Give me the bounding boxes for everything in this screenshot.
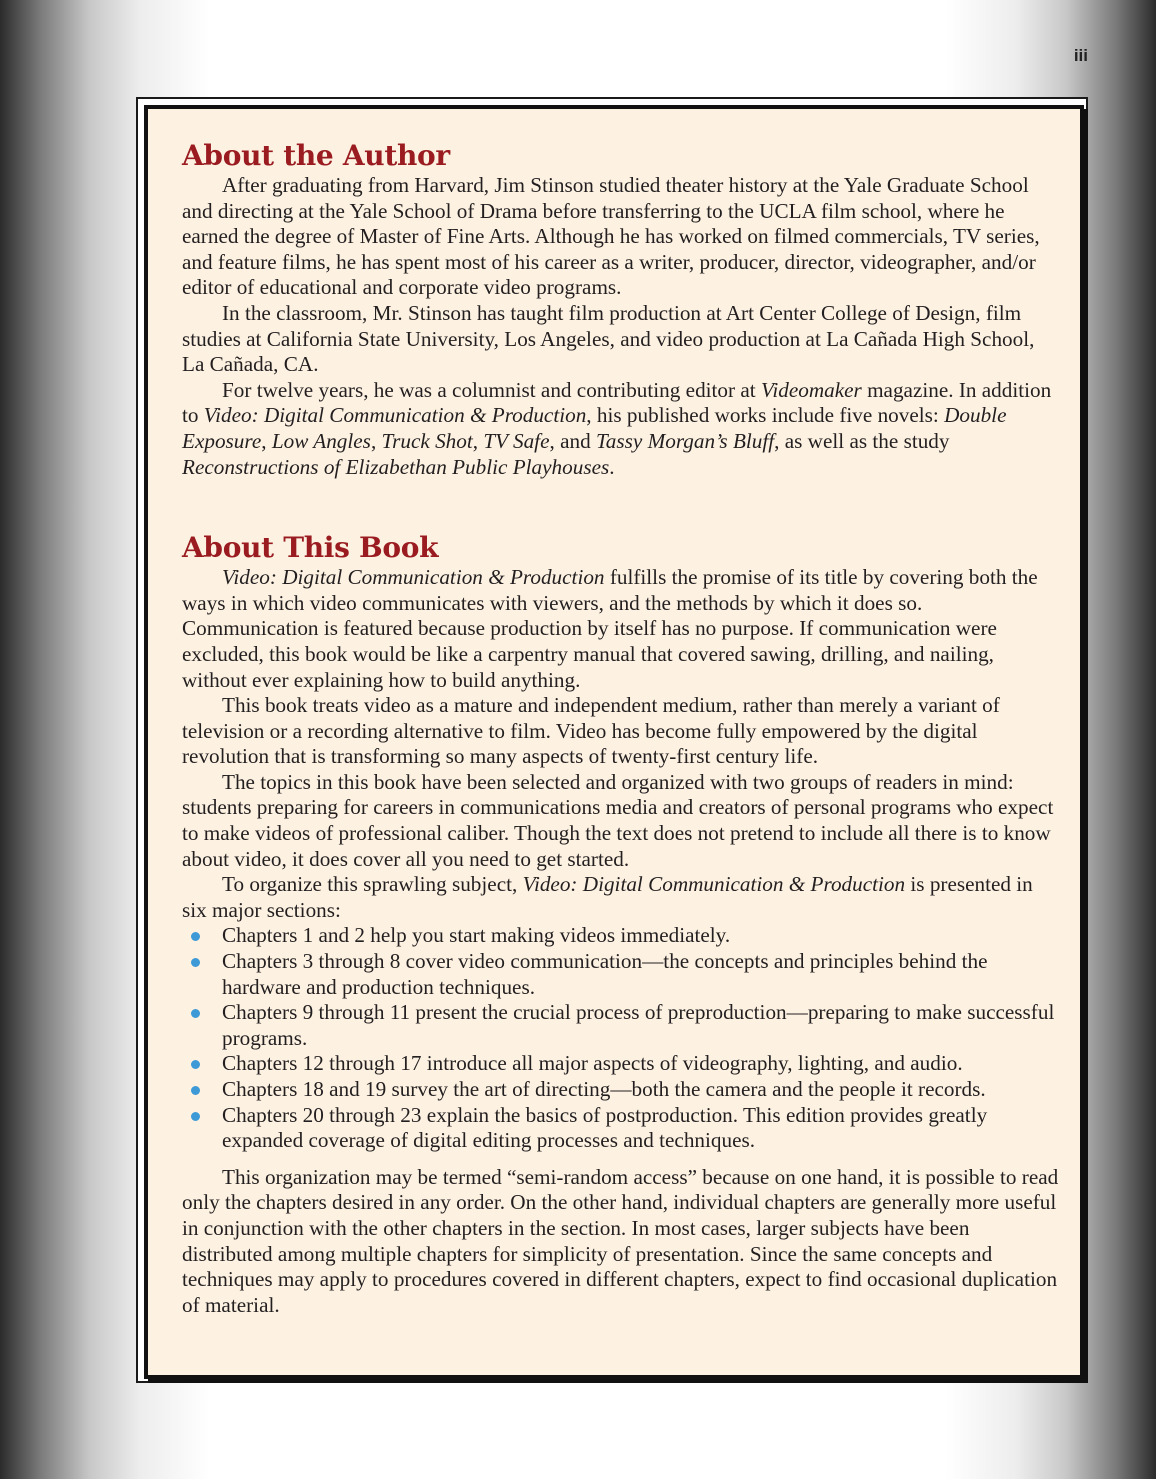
list-item-text: Chapters 12 through 17 introduce all major aspects of videography, lighting, and audio. xyxy=(222,1051,963,1076)
content-panel xyxy=(144,105,1084,1379)
bullet-icon xyxy=(191,1060,200,1069)
author-p3-text: For twelve years, he was a columnist and contributing editor at xyxy=(222,377,761,402)
list-item-text: Chapters 20 through 23 explain the basics of postproduction. This edition provides greatly expanded coverage of digital editing processes and techniques. xyxy=(222,1102,988,1153)
author-p3-text: , as well as the study xyxy=(774,428,950,453)
list-item-text: Chapters 1 and 2 help you start making videos immediately. xyxy=(222,923,731,948)
about-author-heading: About the Author xyxy=(182,139,450,172)
author-p3-text: , xyxy=(370,428,382,453)
book-p4-text: is presented in six major sections: xyxy=(182,872,1033,922)
page-number: iii xyxy=(1073,46,1088,65)
author-paragraph-2: In the classroom, Mr. Stinson has taught film production at Art Center College of Design, film studies at California State University, Los Angeles, and video production at La Cañada High School, La Cañada, CA. xyxy=(182,300,1035,377)
list-item xyxy=(182,949,1062,1000)
book-title-reconstructions: Reconstructions of Elizabethan Public Playhouses xyxy=(182,454,610,479)
list-item-text: Chapters 18 and 19 survey the art of directing—both the camera and the people it records. xyxy=(222,1077,986,1101)
page-frame xyxy=(136,97,1088,1383)
content xyxy=(182,139,1062,1318)
book-title-videomaker: Videomaker xyxy=(760,377,862,402)
book-paragraph-3: The topics in this book have been selected and organized with two groups of readers in mind: students preparing for careers in communications media and creators of personal programs who expect to make videos of professional caliber. Though the text does not pretend to include all there is to know about video, it does cover all you need to get started. xyxy=(182,769,1054,871)
book-title-video-digital: Video: Digital Communication & Production xyxy=(222,565,605,590)
author-paragraph-1: After graduating from Harvard, Jim Stinson studied theater history at the Yale Graduate School and directing at the Yale School of Drama before transferring to the UCLA film school, where he earned the degree of Master of Fine Arts. Although he has worked on filmed commercials, TV series, and feature films, he has spent most of his career as a writer, producer, director, videographer, and/or editor of educational and corporate video programs. xyxy=(182,173,1040,300)
bullet-icon xyxy=(191,1009,200,1018)
bullet-icon xyxy=(191,1112,200,1121)
book-title-tv-safe: TV Safe xyxy=(483,428,550,453)
list-item xyxy=(182,1000,1062,1051)
book-paragraph-5: This organization may be termed “semi-random access” because on one hand, it is possible to read only the chapters desired in any order. On the other hand, individual chapters are generally more useful in conjunction with the other chapters in the section. In most cases, larger subjects have been distributed among multiple chapters for simplicity of presentation. Since the same concepts and techniques may apply to procedures covered in different chapters, expect to find occasional duplication of material. xyxy=(182,1164,1059,1317)
book-paragraph-1 xyxy=(182,565,1062,693)
book-p1-text: fulfills the promise of its title by covering both the ways in which video communicates with viewers, and the methods by which it does so. Communication is featured because production by itself has no purpose. If communication were excluded, this book would be like a carpentry manual that covered sawing, drilling, and nailing, without ever explaining how to build anything. xyxy=(182,565,1038,692)
author-paragraph-3 xyxy=(182,378,1062,480)
author-p3-text: , xyxy=(261,428,272,453)
book-paragraph-4 xyxy=(182,872,1062,923)
list-item xyxy=(182,923,1062,949)
book-paragraph-2: This book treats video as a mature and independent medium, rather than merely a variant of television or a recording alternative to film. Video has become fully empowered by the digital revolution that is transforming so many aspects of twenty-first century life. xyxy=(182,693,1000,769)
book-title-truck-shot: Truck Shot xyxy=(381,428,473,453)
sections-list xyxy=(182,923,1062,1153)
author-p3-text: . xyxy=(609,454,615,479)
about-book-heading: About This Book xyxy=(182,531,439,565)
bullet-icon xyxy=(191,932,200,941)
book-title-double-exposure: Double Exposure xyxy=(182,403,1007,453)
book-title-video-digital: Video: Digital Communication & Production xyxy=(522,872,906,897)
author-p3-text: , his published works include five novels: xyxy=(586,403,945,428)
book-title-low-angles: Low Angles xyxy=(271,428,371,453)
bullet-icon xyxy=(191,958,200,967)
book-title-tassy-morgan: Tassy Morgan’s Bluff xyxy=(595,428,775,453)
about-book-section xyxy=(182,531,1062,1318)
list-item xyxy=(182,1051,1062,1077)
author-p3-text: magazine. In addition to xyxy=(182,377,1052,428)
author-p3-text: , and xyxy=(549,428,596,453)
list-item-text: Chapters 9 through 11 present the crucial process of preproduction—preparing to make successful programs. xyxy=(222,1000,1055,1050)
about-author-section xyxy=(182,139,1062,480)
book-title-video-digital: Video: Digital Communication & Production xyxy=(203,403,587,428)
list-item xyxy=(182,1077,1062,1103)
bullet-icon xyxy=(191,1086,200,1095)
list-item xyxy=(182,1103,1062,1154)
book-p4-text: To organize this sprawling subject, xyxy=(222,872,523,897)
list-item-text: Chapters 3 through 8 cover video communication—the concepts and principles behind the hardware and production techniques. xyxy=(222,949,988,999)
author-p3-text: , xyxy=(472,428,484,453)
